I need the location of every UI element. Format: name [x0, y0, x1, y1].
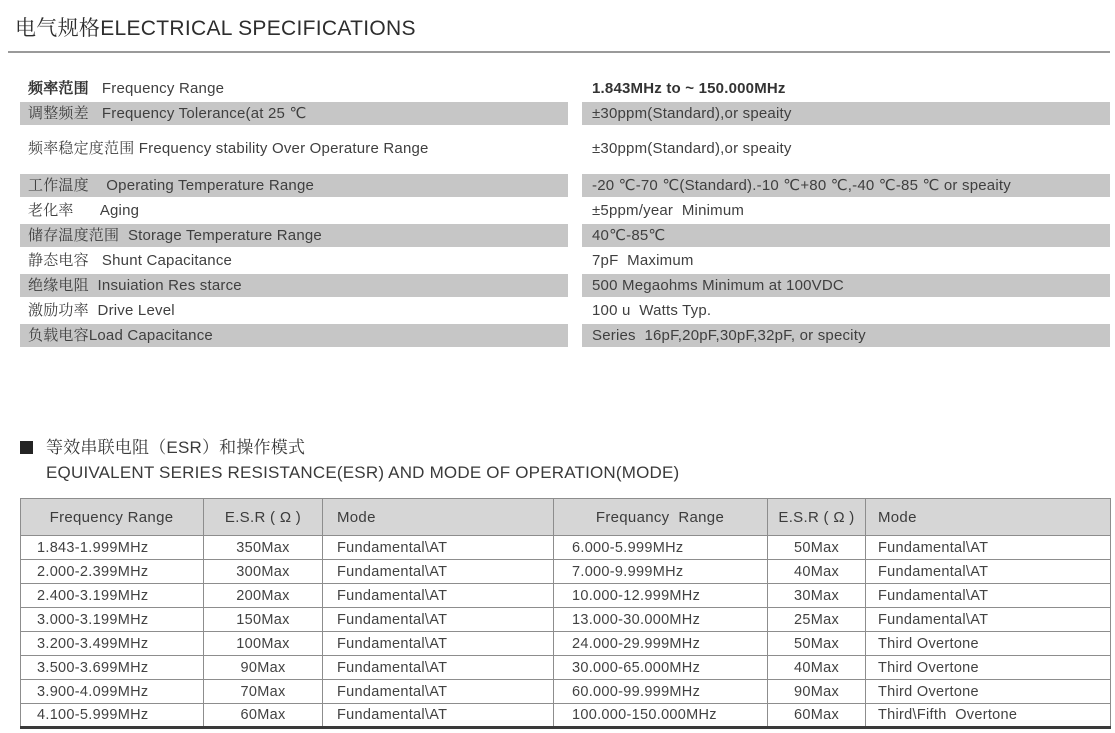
spec-row-operating-temperature	[20, 174, 1110, 197]
cell-mode: Fundamental\AT	[323, 608, 554, 632]
col-header-mode-right: Mode	[866, 499, 1111, 536]
cell-esr: 90Max	[204, 656, 323, 680]
cell-freq: 3.000-3.199MHz	[21, 608, 204, 632]
spec-value: ±30ppm(Standard),or speaity	[592, 140, 792, 157]
table-row	[21, 608, 1111, 632]
cell-freq: 2.400-3.199MHz	[21, 584, 204, 608]
cell-freq: 2.000-2.399MHz	[21, 560, 204, 584]
esr-heading-cn: 等效串联电阻（ESR）和操作模式	[46, 438, 306, 457]
spec-row-storage-temperature	[20, 224, 1110, 247]
cell-esr: 50Max	[768, 632, 866, 656]
spec-value: 500 Megaohms Minimum at 100VDC	[582, 274, 1110, 297]
spec-row-frequency-stability	[20, 136, 1110, 162]
cell-mode: Fundamental\AT	[323, 536, 554, 560]
cell-freq: 10.000-12.999MHz	[554, 584, 768, 608]
cell-freq: 3.500-3.699MHz	[21, 656, 204, 680]
spec-row-frequency-tolerance	[20, 102, 1110, 125]
cell-mode: Fundamental\AT	[323, 680, 554, 704]
cell-esr: 50Max	[768, 536, 866, 560]
cell-mode: Fundamental\AT	[323, 632, 554, 656]
col-header-frequency-range-left: Frequency Range	[21, 499, 204, 536]
page-title: 电气规格ELECTRICAL SPECIFICATIONS	[15, 17, 416, 40]
cell-esr: 70Max	[204, 680, 323, 704]
cell-esr: 40Max	[768, 656, 866, 680]
table-row	[21, 680, 1111, 704]
spec-label-en: Drive Level	[88, 302, 175, 319]
cell-freq: 100.000-150.000MHz	[554, 704, 768, 728]
spec-label-en: Operating Temperature Range	[88, 177, 315, 194]
spec-value: 100 u Watts Typ.	[592, 302, 712, 319]
cell-esr: 100Max	[204, 632, 323, 656]
spec-row-insulation-resistance	[20, 274, 1110, 297]
spec-label-en: Frequency Tolerance(at 25 ℃	[88, 105, 307, 122]
cell-esr: 300Max	[204, 560, 323, 584]
spec-label-en: Frequency stability Over Operature Range	[134, 140, 429, 157]
cell-freq: 13.000-30.000MHz	[554, 608, 768, 632]
table-row	[21, 584, 1111, 608]
esr-table-header-row	[21, 499, 1111, 536]
table-row	[21, 656, 1111, 680]
col-header-mode-left: Mode	[323, 499, 554, 536]
spec-value: -20 ℃-70 ℃(Standard).-10 ℃+80 ℃,-40 ℃-85 ℃ or speaity	[582, 174, 1110, 197]
spec-label-cn: 负载电容	[28, 327, 89, 344]
page-header	[8, 10, 1110, 53]
spec-label-cn: 频率稳定度范围	[28, 140, 135, 157]
spec-label-cn: 频率范围	[28, 80, 89, 97]
spec-label-cn: 工作温度	[28, 177, 89, 194]
cell-mode: Fundamental\AT	[323, 656, 554, 680]
spec-label-cn: 激励功率	[28, 302, 89, 319]
cell-freq: 30.000-65.000MHz	[554, 656, 768, 680]
spec-row-shunt-capacitance	[20, 249, 1110, 272]
cell-freq: 3.900-4.099MHz	[21, 680, 204, 704]
spec-value: Series 16pF,20pF,30pF,32pF, or specity	[582, 324, 1110, 347]
cell-freq: 3.200-3.499MHz	[21, 632, 204, 656]
spec-row-load-capacitance	[20, 324, 1110, 347]
col-header-frequency-range-right: Frequancy Range	[554, 499, 768, 536]
spec-row-aging	[20, 199, 1110, 222]
spec-label-cn: 静态电容	[28, 252, 89, 269]
cell-mode: Third\Fifth Overtone	[866, 704, 1111, 728]
esr-heading-en: EQUIVALENT SERIES RESISTANCE(ESR) AND MODE OF OPERATION(MODE)	[46, 463, 680, 482]
spec-row-drive-level	[20, 299, 1110, 322]
cell-freq: 6.000-5.999MHz	[554, 536, 768, 560]
cell-mode: Third Overtone	[866, 656, 1111, 680]
esr-table	[20, 498, 1111, 729]
table-row	[21, 704, 1111, 728]
spec-label-cn: 老化率	[28, 202, 74, 219]
esr-section-heading	[20, 435, 1110, 485]
cell-esr: 350Max	[204, 536, 323, 560]
cell-mode: Fundamental\AT	[866, 608, 1111, 632]
spec-label-cn: 调整频差	[28, 105, 89, 122]
spec-label-en: Shunt Capacitance	[88, 252, 233, 269]
cell-esr: 90Max	[768, 680, 866, 704]
cell-freq: 1.843-1.999MHz	[21, 536, 204, 560]
cell-freq: 60.000-99.999MHz	[554, 680, 768, 704]
table-row	[21, 536, 1111, 560]
spec-label-en: Insuiation Res starce	[88, 277, 242, 294]
cell-esr: 25Max	[768, 608, 866, 632]
spec-row-frequency-range	[20, 77, 1110, 100]
cell-esr: 200Max	[204, 584, 323, 608]
table-row	[21, 632, 1111, 656]
cell-esr: 60Max	[768, 704, 866, 728]
spec-value: 7pF Maximum	[592, 252, 694, 269]
cell-mode: Third Overtone	[866, 680, 1111, 704]
spec-label-en: Storage Temperature Range	[119, 227, 322, 244]
spec-value: 40℃-85℃	[582, 224, 1110, 247]
cell-mode: Third Overtone	[866, 632, 1111, 656]
cell-esr: 40Max	[768, 560, 866, 584]
spec-value: 1.843MHz to ~ 150.000MHz	[592, 80, 786, 97]
spec-label-cn: 储存温度范围	[28, 227, 120, 244]
col-header-esr-right: E.S.R ( Ω )	[768, 499, 866, 536]
cell-esr: 30Max	[768, 584, 866, 608]
cell-freq: 24.000-29.999MHz	[554, 632, 768, 656]
spec-value: ±5ppm/year Minimum	[592, 202, 745, 219]
cell-mode: Fundamental\AT	[866, 536, 1111, 560]
cell-mode: Fundamental\AT	[866, 584, 1111, 608]
spec-label-en: Frequency Range	[88, 80, 225, 97]
electrical-specs-list	[20, 77, 1110, 347]
spec-value: ±30ppm(Standard),or speaity	[582, 102, 1110, 125]
cell-mode: Fundamental\AT	[323, 704, 554, 728]
spec-label-en: Load Capacitance	[88, 327, 213, 344]
spec-label-cn: 绝缘电阻	[28, 277, 89, 294]
spec-label-en: Aging	[73, 202, 140, 219]
table-row	[21, 560, 1111, 584]
cell-mode: Fundamental\AT	[866, 560, 1111, 584]
cell-freq: 4.100-5.999MHz	[21, 704, 204, 728]
cell-mode: Fundamental\AT	[323, 584, 554, 608]
cell-freq: 7.000-9.999MHz	[554, 560, 768, 584]
cell-mode: Fundamental\AT	[323, 560, 554, 584]
cell-esr: 60Max	[204, 704, 323, 728]
col-header-esr-left: E.S.R ( Ω )	[204, 499, 323, 536]
section-bullet-icon	[20, 441, 33, 454]
cell-esr: 150Max	[204, 608, 323, 632]
